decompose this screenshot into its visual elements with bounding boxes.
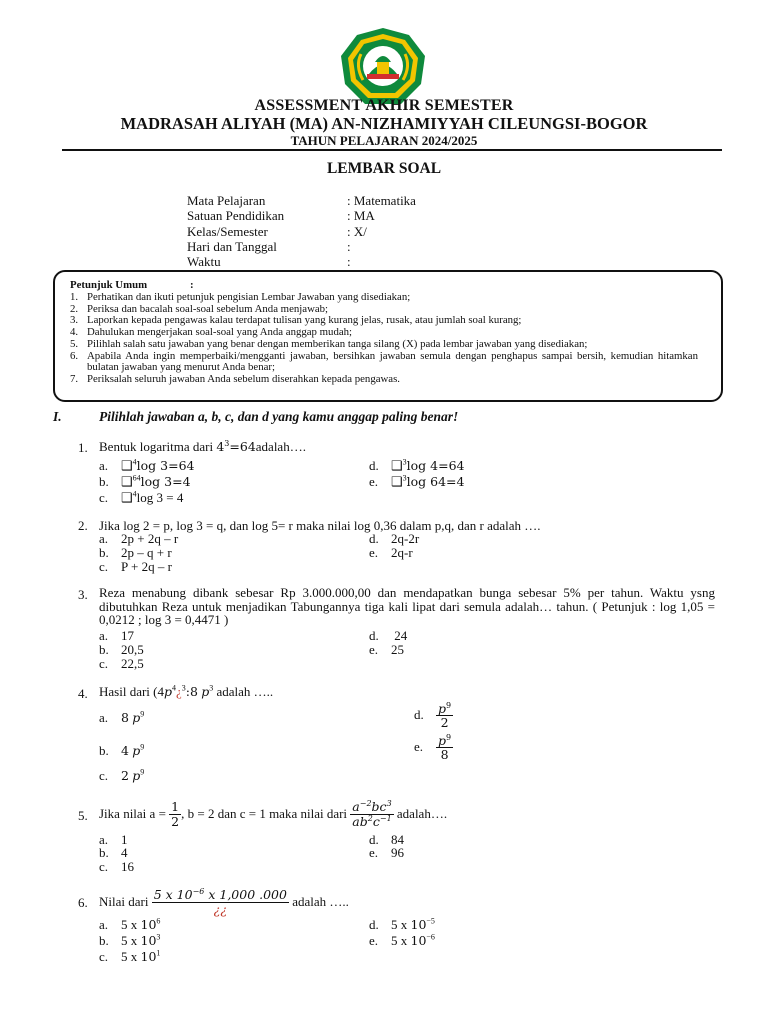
- option-label: a.: [99, 917, 109, 932]
- denominator: 8: [440, 747, 449, 763]
- math-var: b: [359, 813, 368, 829]
- instructions-title-colon: :: [190, 279, 194, 291]
- math-var: p: [132, 710, 141, 725]
- question-text: [99, 887, 349, 917]
- math-exp: 4: [172, 683, 176, 693]
- info-row: [187, 254, 416, 269]
- header-divider: [62, 149, 722, 151]
- box-glyph: ❑: [121, 490, 133, 505]
- math-exp: 1: [156, 948, 161, 958]
- info-key: Mata Pelajaran: [187, 193, 266, 208]
- q-text: Bentuk logaritma dari: [99, 439, 214, 454]
- option-e[interactable]: [369, 642, 404, 658]
- info-value: : Matematika: [347, 193, 416, 208]
- math-exp: 6: [156, 916, 161, 926]
- info-key: Satuan Pendidikan: [187, 208, 285, 224]
- option-label: d.: [369, 628, 379, 643]
- math-exp: 9: [446, 732, 452, 742]
- box-glyph: ❑: [121, 458, 133, 473]
- box-glyph: ❑: [121, 474, 133, 489]
- info-row: [187, 224, 416, 239]
- info-key: Hari dan Tanggal: [187, 238, 277, 254]
- garbled-symbol: ¿¿: [213, 901, 228, 917]
- option-c[interactable]: [99, 559, 172, 575]
- coef: 4: [121, 743, 129, 758]
- math-var: p: [201, 684, 210, 699]
- numerator: 1: [171, 799, 180, 815]
- option-label: b.: [99, 474, 109, 489]
- option-c[interactable]: [99, 859, 134, 875]
- option-text: 22,5: [121, 656, 144, 671]
- school-emblem-icon: [337, 26, 429, 108]
- log-base: 3: [402, 457, 407, 467]
- info-row: [187, 239, 416, 254]
- math-exp: −2: [359, 799, 372, 809]
- garbled-symbol: ¿: [176, 684, 182, 699]
- option-d[interactable]: [369, 917, 435, 933]
- option-label: d.: [414, 706, 424, 722]
- question-number: 6.: [78, 895, 88, 910]
- option-label: d.: [369, 531, 379, 546]
- instructions-list: [70, 292, 698, 386]
- fraction: [169, 800, 181, 827]
- math-exp: 9: [140, 767, 145, 777]
- math-var: p: [438, 701, 447, 716]
- option-label: b.: [99, 933, 109, 948]
- option-label: c.: [99, 490, 109, 505]
- math-exp: −6: [426, 932, 435, 942]
- math-exp: 3: [386, 799, 392, 809]
- option-a[interactable]: [99, 458, 195, 474]
- instruction-number: 2.: [70, 302, 79, 315]
- question-text: [99, 796, 447, 832]
- option-label: b.: [99, 642, 109, 657]
- q-text-end: adalah….: [255, 439, 306, 454]
- option-text: 96: [391, 845, 404, 860]
- q-text-end: adalah….: [396, 806, 448, 821]
- fraction: [350, 800, 393, 827]
- math-base: 10: [410, 917, 427, 932]
- question-text: Jika log 2 = p, log 3 = q, dan log 5= r maka nilai log 0,36 dalam p,q, dan r adalah ….: [99, 518, 541, 533]
- q-text-end: adalah …..: [213, 684, 274, 699]
- option-text: 2p + 2q – r: [121, 531, 179, 546]
- option-text: 5 x: [121, 949, 141, 964]
- q-text: Nilai dari: [99, 894, 149, 909]
- exam-title: ASSESSMENT AKHIR SEMESTER: [254, 97, 514, 114]
- math-base: 10: [140, 933, 157, 948]
- option-label: c.: [99, 859, 109, 874]
- instruction-number: 6.: [70, 349, 79, 362]
- school-name: MADRASAH ALIYAH (MA) AN-NIZHAMIYYAH CILEUNGSI-BOGOR: [120, 114, 648, 133]
- math-var: p: [132, 768, 141, 783]
- option-label: c.: [99, 768, 109, 783]
- math-base: 10: [140, 949, 157, 964]
- option-text: 24: [391, 628, 408, 643]
- question-number: 4.: [78, 686, 88, 701]
- log-base: 4: [132, 457, 137, 467]
- option-label: d.: [369, 458, 379, 473]
- option-e[interactable]: [369, 545, 413, 561]
- box-glyph: ❑: [391, 458, 403, 473]
- math-base: 4: [216, 439, 225, 454]
- info-row: [187, 193, 416, 208]
- math-exp: 9: [446, 700, 452, 710]
- info-value: : MA: [347, 208, 375, 224]
- question-number: 3.: [78, 587, 88, 602]
- option-text: log 4=64: [406, 458, 465, 473]
- q-text: Jika nilai a =: [99, 806, 166, 821]
- instructions-title-text: Petunjuk Umum: [70, 279, 148, 291]
- instruction-text: Dahulukan mengerjakan soal-soal yang Anda anggap mudah;: [87, 326, 353, 339]
- instruction-number: 5.: [70, 337, 79, 350]
- info-value: :: [347, 254, 351, 270]
- option-label: a.: [99, 531, 109, 546]
- option-text: 2p – q + r: [121, 545, 172, 560]
- math-var: p: [132, 743, 141, 758]
- math-exp: −5: [426, 916, 435, 926]
- math-expr: [216, 439, 255, 454]
- option-text: 2q-2r: [391, 531, 420, 546]
- option-c[interactable]: [99, 656, 144, 672]
- math-var: a: [352, 799, 360, 815]
- fraction: [152, 888, 289, 915]
- math-exp: 2: [367, 813, 373, 823]
- option-label: e.: [369, 933, 379, 948]
- option-text: log 64=4: [406, 474, 465, 489]
- coef: 2: [121, 768, 129, 783]
- box-glyph: ❑: [391, 474, 403, 489]
- log-base: 3: [402, 473, 407, 483]
- info-key: Waktu: [187, 254, 221, 270]
- option-text: 1: [121, 832, 128, 847]
- instruction-number: 3.: [70, 314, 79, 327]
- instruction-number: 4.: [70, 326, 79, 339]
- question-text: [99, 684, 273, 700]
- option-text: 5 x: [391, 933, 411, 948]
- option-c[interactable]: [99, 768, 144, 784]
- option-text: log 3=4: [140, 474, 191, 489]
- option-label: e.: [369, 642, 379, 657]
- math-exp: 3: [156, 932, 161, 942]
- math-var: b: [371, 799, 380, 815]
- option-text: 4: [121, 845, 128, 860]
- option-text: 5 x: [121, 933, 141, 948]
- log-base: 4: [132, 489, 137, 499]
- math-var: c: [379, 799, 387, 815]
- question-number: 2.: [78, 518, 88, 533]
- option-text: P + 2q – r: [121, 559, 172, 574]
- math-base: 10: [410, 933, 427, 948]
- instruction-item: [70, 351, 698, 374]
- math-var: a: [352, 813, 360, 829]
- option-label: c.: [99, 656, 109, 671]
- option-label: c.: [99, 559, 109, 574]
- option-label: a.: [99, 628, 109, 643]
- q-text: Hasil dari (4: [99, 684, 164, 699]
- fraction: [436, 734, 453, 761]
- academic-year: TAHUN PELAJARAN 2024/2025: [290, 133, 478, 148]
- coef: 8: [121, 710, 129, 725]
- option-d[interactable]: [369, 458, 465, 474]
- option-label: e.: [414, 738, 424, 754]
- log-base: 64: [132, 473, 141, 483]
- option-label: a.: [99, 458, 109, 473]
- option-label: b.: [99, 743, 109, 758]
- option-b[interactable]: [99, 743, 144, 759]
- instruction-text: Pilihlah salah satu jawaban yang benar dengan memberikan tanga silang (X) pada lembar jawaban yang disediakan;: [87, 337, 588, 350]
- math-exp: 3: [224, 438, 230, 448]
- option-b[interactable]: [99, 474, 191, 490]
- option-label: a.: [99, 832, 109, 847]
- option-label: d.: [369, 917, 379, 932]
- option-label: e.: [369, 545, 379, 560]
- option-text: 17: [121, 628, 134, 643]
- math-base: 10: [140, 917, 157, 932]
- question-text: Reza menabung dibank sebesar Rp 3.000.000,00 dan mendapatkan bunga sebesar 5% per tahun. Waktu ysng dibutuhkan Reza untuk menjadikan Tabungannya tiga kali lipat dari semula adalah… tahun. ( Petunjuk : log 1,05 = 0,0212 ; log 3 = 0,4471 ): [99, 585, 715, 627]
- option-label: c.: [99, 949, 109, 964]
- option-text: log 3=64: [136, 458, 195, 473]
- instruction-text: Laporkan kepada pengawas kalau terdapat tulisan yang kurang jelas, rusak, atau jumlah soal kurang;: [87, 314, 522, 327]
- option-text: 16: [121, 859, 134, 874]
- section-instruction: Pilihlah jawaban a, b, c, dan d yang kamu anggap paling benar!: [99, 409, 459, 424]
- option-a[interactable]: [99, 917, 160, 933]
- instruction-item: [70, 292, 698, 304]
- option-label: d.: [369, 832, 379, 847]
- math-op: :8: [185, 684, 198, 699]
- instructions-title: [70, 279, 194, 291]
- math-var: c: [372, 813, 380, 829]
- instruction-number: 1.: [70, 291, 79, 303]
- math-exp: 3: [181, 683, 186, 693]
- option-c[interactable]: [99, 490, 183, 506]
- option-c[interactable]: [99, 949, 160, 965]
- instruction-number: 7.: [70, 372, 79, 385]
- math-exp: −1: [379, 813, 392, 823]
- option-a[interactable]: [99, 710, 144, 726]
- q-text-end: adalah …..: [292, 894, 349, 909]
- instruction-text: Perhatikan dan ikuti petunjuk pengisian Lembar Jawaban yang disediakan;: [87, 291, 411, 303]
- instruction-item: [70, 339, 698, 351]
- option-text: 5 x: [391, 917, 411, 932]
- math-var: p: [163, 684, 172, 699]
- option-e[interactable]: [369, 933, 435, 949]
- fraction: [436, 702, 453, 729]
- info-value: : X/: [347, 223, 367, 239]
- math-exp: −6: [192, 887, 205, 897]
- info-row: [187, 208, 416, 223]
- math-exp: 9: [140, 709, 145, 719]
- instruction-text: Periksa dan bacalah soal-soal sebelum Anda menjawab;: [87, 302, 329, 315]
- option-text: 5 x: [121, 917, 141, 932]
- math-expr: 5 x 10: [153, 887, 193, 903]
- instruction-text: Periksalah seluruh jawaban Anda sebelum diserahkan kepada pengawas.: [87, 372, 401, 385]
- denominator: 2: [440, 715, 449, 731]
- q-text-mid: , b = 2 dan c = 1 maka nilai dari: [181, 806, 348, 821]
- option-text: 20,5: [121, 642, 144, 657]
- section-number: I.: [53, 409, 62, 424]
- math-eq: =64: [229, 439, 256, 454]
- question-text: [99, 439, 306, 455]
- math-exp: 3: [209, 683, 214, 693]
- option-text: 25: [391, 642, 404, 657]
- math-var: p: [438, 733, 447, 748]
- option-d[interactable]: [414, 702, 453, 729]
- info-value: :: [347, 238, 351, 254]
- option-b[interactable]: [99, 933, 160, 949]
- page-title: LEMBAR SOAL: [326, 160, 442, 177]
- option-label: b.: [99, 845, 109, 860]
- math-exp: 9: [140, 742, 145, 752]
- option-text: 84: [391, 832, 404, 847]
- question-number: 5.: [78, 808, 88, 823]
- question-number: 1.: [78, 440, 88, 455]
- option-e[interactable]: [369, 845, 404, 861]
- option-label: e.: [369, 845, 379, 860]
- instruction-item: [70, 374, 698, 386]
- option-label: b.: [99, 545, 109, 560]
- exam-info: [187, 193, 416, 269]
- info-key: Kelas/Semester: [187, 223, 268, 239]
- option-label: a.: [99, 710, 109, 725]
- option-text: 2q-r: [391, 545, 413, 560]
- option-label: e.: [369, 474, 379, 489]
- denominator: 2: [171, 813, 180, 829]
- math-expr: x 1,000 .000: [204, 887, 287, 903]
- option-e[interactable]: [369, 474, 465, 490]
- option-e[interactable]: [414, 734, 453, 761]
- instruction-text: Apabila Anda ingin memperbaiki/mengganti jawaban, bersihkan jawaban semula dengan penghapus sampai bersih, kemudian hitamkan bulatan jawaban yang menurut Anda benar;: [87, 349, 698, 374]
- option-text: log 3 = 4: [136, 490, 184, 505]
